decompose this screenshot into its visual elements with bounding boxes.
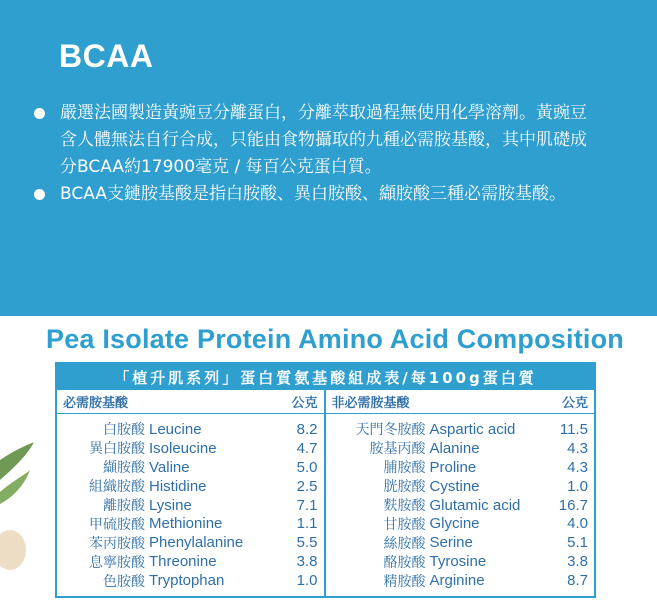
essential-header (57, 390, 324, 414)
amino-acid-english-name: Proline (429, 458, 477, 476)
amino-acid-chinese-name: 息寧胺酸 (89, 554, 145, 571)
amino-acid-english-name: Phenylalanine (149, 534, 244, 552)
amino-acid-grams: 5.5 (296, 534, 318, 552)
nonessential-header-label: 非必需胺基酸 (331, 396, 410, 411)
amino-acid-grams: 5.1 (567, 534, 588, 552)
amino-acid-chinese-name: 白胺酸 (103, 422, 145, 439)
table-row (57, 420, 324, 439)
amino-acid-english-name: Histidine (149, 477, 207, 495)
bullet-item: 嚴選法國製造黃豌豆分離蛋白，分離萃取過程無使用化學溶劑。黃豌豆含人體無法自行合成，只能由食物攝取的九種必需胺基酸，其中肌礎成分BCAA約17900毫克 / 每百公克蛋白質。 (34, 100, 594, 181)
amino-acid-chinese-name: 纈胺酸 (103, 460, 145, 477)
amino-acid-english-name: Aspartic acid (429, 420, 516, 438)
amino-acid-english-name: Cystine (429, 477, 480, 495)
amino-acid-grams: 4.7 (296, 439, 318, 457)
amino-acid-chinese-name: 天門冬胺酸 (355, 422, 426, 439)
amino-acid-english-name: Glutamic acid (429, 496, 521, 514)
amino-acid-grams: 11.5 (559, 420, 588, 438)
amino-acid-chinese-name: 胱胺酸 (383, 479, 426, 496)
amino-acid-chinese-name: 酪胺酸 (383, 554, 426, 571)
amino-acid-chinese-name: 異白胺酸 (89, 441, 145, 458)
amino-acid-grams: 3.8 (567, 553, 588, 571)
table-row (57, 571, 324, 590)
amino-acid-grams: 1.0 (296, 572, 318, 590)
table-row (326, 533, 595, 552)
table-row (326, 496, 595, 515)
amino-acid-table (55, 362, 596, 598)
leaf-decoration-icon (0, 440, 34, 612)
amino-acid-grams: 8.7 (567, 572, 588, 590)
amino-acid-chinese-name: 組織胺酸 (89, 479, 145, 496)
amino-acid-grams: 4.3 (567, 439, 588, 457)
table-row (57, 496, 324, 515)
amino-acid-english-name: Arginine (429, 572, 485, 590)
amino-acid-grams: 16.7 (558, 496, 588, 514)
amino-acid-grams: 8.2 (296, 420, 318, 438)
table-row (57, 439, 324, 458)
essential-column (57, 390, 326, 596)
amino-acid-grams: 1.1 (296, 515, 318, 533)
amino-acid-english-name: Serine (429, 534, 473, 552)
table-row (326, 420, 595, 439)
amino-acid-english-name: Lysine (149, 496, 192, 514)
table-row (57, 477, 324, 496)
amino-acid-chinese-name: 苯丙胺酸 (89, 535, 145, 552)
table-row (326, 439, 595, 458)
nonessential-header (326, 390, 595, 414)
amino-acid-grams: 5.0 (296, 458, 318, 476)
table-row (326, 552, 595, 571)
amino-acid-chinese-name: 精胺酸 (383, 573, 426, 590)
table-row (57, 458, 324, 477)
table-row (57, 514, 324, 533)
essential-rows (57, 414, 324, 590)
amino-acid-english-name: Leucine (149, 420, 202, 438)
amino-acid-english-name: Methionine (149, 515, 223, 533)
amino-acid-chinese-name: 麩胺酸 (383, 498, 426, 515)
table-row (326, 458, 595, 477)
amino-acid-grams: 4.0 (567, 515, 588, 533)
amino-acid-english-name: Valine (149, 458, 190, 476)
amino-acid-chinese-name: 脯胺酸 (383, 460, 426, 477)
table-row (326, 571, 595, 590)
table-row (326, 477, 595, 496)
amino-acid-english-name: Isoleucine (149, 439, 217, 457)
amino-acid-english-name: Threonine (149, 553, 217, 571)
composition-title: Pea Isolate Protein Amino Acid Composition (46, 324, 624, 354)
amino-acid-english-name: Tryptophan (149, 572, 225, 590)
amino-acid-chinese-name: 甲硫胺酸 (89, 516, 145, 533)
amino-acid-chinese-name: 胺基丙酸 (369, 441, 426, 458)
amino-acid-grams: 3.8 (296, 553, 318, 571)
bullet-list (34, 100, 594, 208)
amino-acid-chinese-name: 甘胺酸 (383, 516, 426, 533)
amino-acid-english-name: Tyrosine (429, 553, 487, 571)
amino-acid-chinese-name: 絲胺酸 (383, 535, 426, 552)
table-row (326, 514, 595, 533)
amino-acid-grams: 1.0 (567, 477, 588, 495)
nonessential-unit-label: 公克 (561, 396, 588, 411)
nonessential-rows (326, 414, 595, 590)
essential-unit-label: 公克 (291, 396, 318, 411)
banner-title: BCAA (59, 38, 154, 74)
bullet-item: BCAA支鏈胺基酸是指白胺酸、異白胺酸、纈胺酸三種必需胺基酸。 (34, 181, 594, 208)
amino-acid-english-name: Alanine (429, 439, 480, 457)
essential-header-label: 必需胺基酸 (63, 396, 129, 411)
nonessential-column (326, 390, 595, 596)
amino-acid-english-name: Glycine (429, 515, 480, 533)
amino-acid-grams: 4.3 (567, 458, 588, 476)
amino-acid-chinese-name: 離胺酸 (103, 498, 145, 515)
table-caption: 「植升肌系列」蛋白質氨基酸組成表/每100g蛋白質 (57, 364, 594, 390)
amino-acid-grams: 7.1 (296, 496, 318, 514)
amino-acid-chinese-name: 色胺酸 (103, 573, 145, 590)
amino-acid-grams: 2.5 (296, 477, 318, 495)
table-row (57, 552, 324, 571)
table-row (57, 533, 324, 552)
